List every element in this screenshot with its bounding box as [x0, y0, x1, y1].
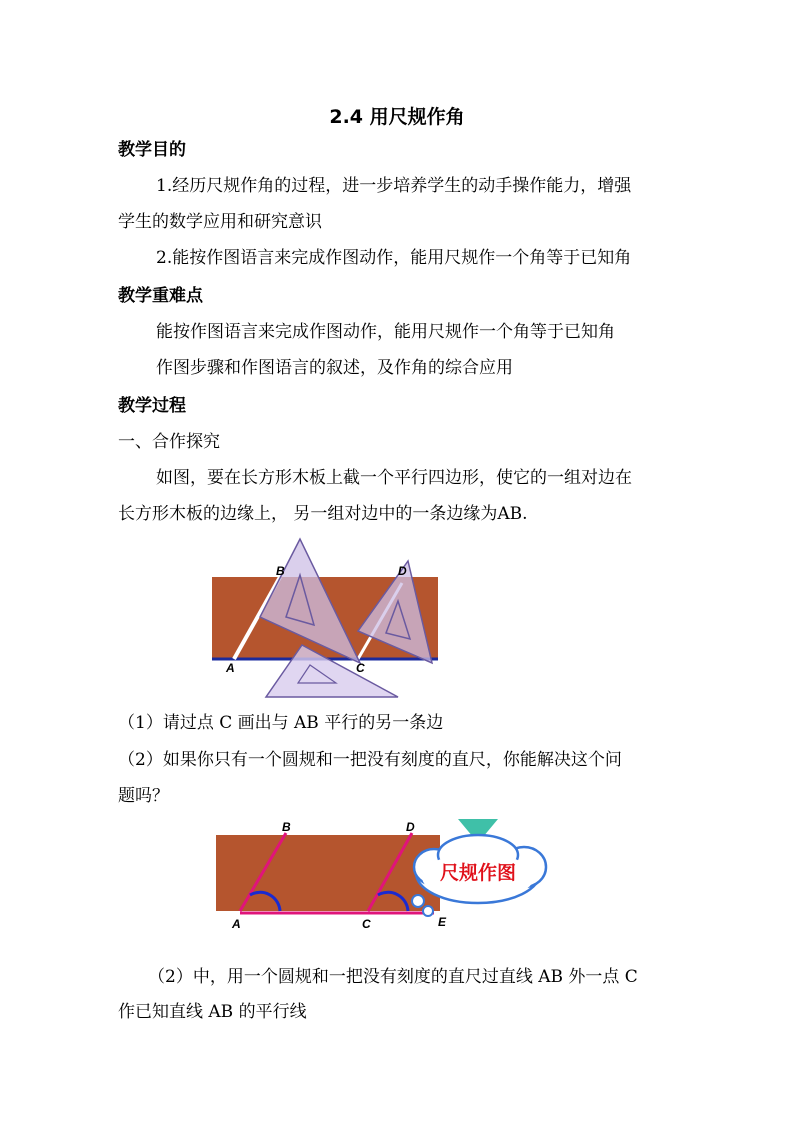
label-e: E [438, 915, 447, 929]
part1-heading: 一、合作探究 [118, 432, 220, 452]
label-d: D [398, 564, 407, 578]
question-2-line-2: 题吗？ [118, 786, 169, 806]
label-c: C [362, 917, 371, 931]
objective-line-1: 1.经历尺规作角的过程，进一步培养学生的动手操作能力，增强 [156, 176, 632, 196]
figure-compass-construction [212, 815, 574, 933]
key-point-line-2: 作图步骤和作图语言的叙述，及作角的综合应用 [156, 358, 513, 378]
label-c: C [356, 661, 365, 675]
label-a: A [232, 917, 241, 931]
note-line-2: 作已知直线 AB 的平行线 [118, 1002, 307, 1022]
label-a: A [226, 661, 235, 675]
figure-wood-board-triangles [210, 535, 440, 700]
objective-line-3: 2.能按作图语言来完成作图动作，能用尺规作一个角等于已知角 [156, 248, 632, 268]
section-heading-objectives: 教学目的 [118, 140, 186, 160]
intro-line-1: 如图，要在长方形木板上截一个平行四边形，使它的一组对边在 [156, 468, 632, 488]
label-b: B [276, 564, 285, 578]
section-heading-process: 教学过程 [118, 396, 186, 416]
page-title: 2.4 用尺规作角 [329, 106, 465, 128]
section-heading-key-points: 教学重难点 [118, 286, 203, 306]
label-b: B [282, 820, 291, 834]
key-point-line-1: 能按作图语言来完成作图动作，能用尺规作一个角等于已知角 [156, 322, 615, 342]
cloud-text: 尺规作图 [439, 862, 517, 884]
question-2-line-1: （2）如果你只有一个圆规和一把没有刻度的直尺，你能解决这个问 [118, 750, 622, 770]
note-line-1: （2）中，用一个圆规和一把没有刻度的直尺过直线 AB 外一点 C [148, 967, 638, 987]
wood-board [216, 835, 440, 911]
intro-line-2: 长方形木板的边缘上， 另一组对边中的一条边缘为AB. [118, 504, 528, 524]
question-1: （1）请过点 C 画出与 AB 平行的另一条边 [118, 713, 444, 733]
label-d: D [406, 820, 415, 834]
objective-line-2: 学生的数学应用和研究意识 [118, 212, 322, 232]
